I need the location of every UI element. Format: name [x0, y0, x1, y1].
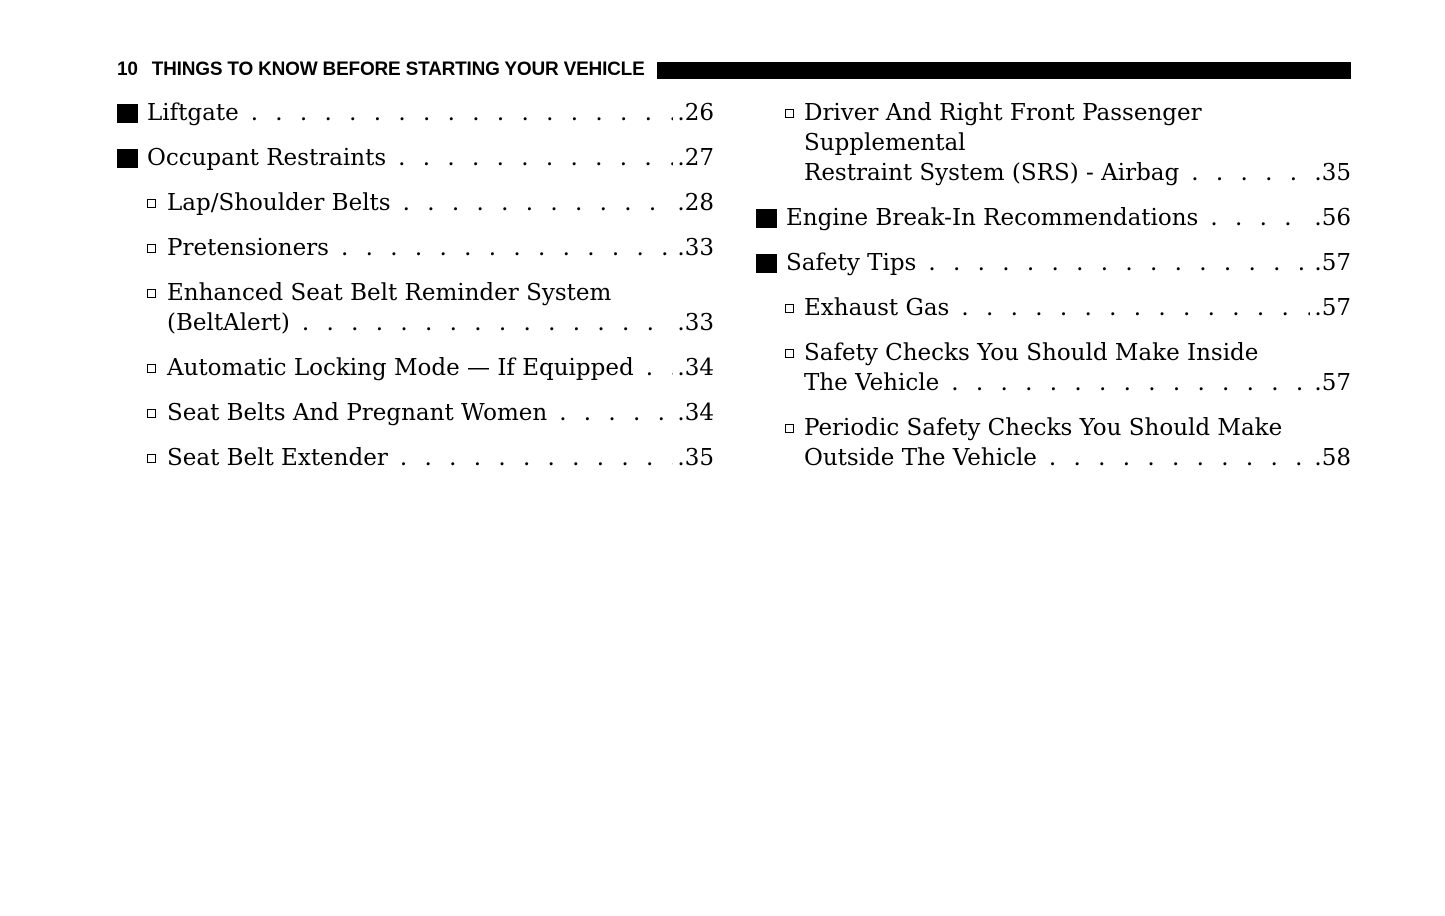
dot-leader: [1049, 443, 1311, 473]
toc-subentry[interactable]: [756, 413, 1351, 473]
page-ref[interactable]: .34: [677, 400, 714, 426]
toc-entry-title: Driver And Right Front Passenger Supplemental: [804, 100, 1202, 156]
dot-leader: [251, 98, 674, 128]
header-rule: [657, 62, 1351, 79]
dot-leader: [559, 398, 673, 428]
toc-entry-title-continued: The Vehicle: [804, 370, 940, 396]
dot-leader: [403, 188, 674, 218]
filled-square-bullet-icon: [756, 209, 777, 228]
hollow-square-bullet-icon: [147, 409, 156, 418]
dot-leader: [951, 368, 1310, 398]
toc-entry-title: Pretensioners: [167, 235, 329, 261]
toc-entry[interactable]: [117, 143, 714, 173]
toc-entry-title: Seat Belt Extender: [167, 445, 388, 471]
page-ref[interactable]: .26: [677, 100, 714, 126]
toc-entry-title: Liftgate: [147, 100, 239, 126]
page-ref[interactable]: .35: [1314, 160, 1351, 186]
filled-square-bullet-icon: [756, 254, 777, 273]
page-ref[interactable]: .27: [677, 145, 714, 171]
toc-entry-title: Periodic Safety Checks You Should Make: [804, 415, 1283, 441]
hollow-square-bullet-icon: [785, 349, 794, 358]
toc-entry-title: Engine Break-In Recommendations: [786, 205, 1199, 231]
toc-entry[interactable]: [756, 248, 1351, 278]
toc-entry-title: Safety Tips: [786, 250, 917, 276]
section-title: THINGS TO KNOW BEFORE STARTING YOUR VEHICLE: [151, 59, 645, 80]
dot-leader: [1191, 158, 1310, 188]
toc-subentry[interactable]: [117, 443, 714, 473]
dot-leader: [961, 293, 1310, 323]
toc-entry-title: Lap/Shoulder Belts: [167, 190, 391, 216]
toc-subentry[interactable]: [117, 233, 714, 263]
page-ref[interactable]: .35: [677, 445, 714, 471]
page-number: 10: [117, 59, 138, 80]
toc-entry-title: Exhaust Gas: [804, 295, 950, 321]
dot-leader: [302, 308, 674, 338]
hollow-square-bullet-icon: [147, 199, 156, 208]
dot-leader: [398, 143, 673, 173]
page-ref[interactable]: .28: [677, 190, 714, 216]
toc-entry-title: Safety Checks You Should Make Inside: [804, 340, 1259, 366]
toc-entry-title-continued: Restraint System (SRS) - Airbag: [804, 160, 1180, 186]
toc-subentry[interactable]: [117, 188, 714, 218]
toc-entry[interactable]: [117, 98, 714, 128]
toc-entry[interactable]: [756, 203, 1351, 233]
toc-subentry[interactable]: [756, 98, 1351, 188]
page-ref[interactable]: .57: [1314, 295, 1351, 321]
toc-subentry[interactable]: [756, 293, 1351, 323]
page-ref[interactable]: .57: [1314, 250, 1351, 276]
page-ref[interactable]: .33: [677, 235, 714, 261]
page-ref[interactable]: .34: [677, 355, 714, 381]
toc-entry-title: Seat Belts And Pregnant Women: [167, 400, 548, 426]
hollow-square-bullet-icon: [785, 109, 794, 118]
hollow-square-bullet-icon: [785, 424, 794, 433]
hollow-square-bullet-icon: [147, 454, 156, 463]
toc-subentry[interactable]: [756, 338, 1351, 398]
hollow-square-bullet-icon: [147, 289, 156, 298]
toc-subentry[interactable]: [117, 398, 714, 428]
toc-subentry[interactable]: [117, 278, 714, 338]
toc-entry-title: Automatic Locking Mode — If Equipped: [167, 355, 634, 381]
dot-leader: [928, 248, 1310, 278]
page-ref[interactable]: .56: [1314, 205, 1351, 231]
toc-subentry[interactable]: [117, 353, 714, 383]
page-ref[interactable]: .33: [677, 310, 714, 336]
hollow-square-bullet-icon: [147, 364, 156, 373]
page-ref[interactable]: .57: [1314, 370, 1351, 396]
toc-left-column: [117, 98, 714, 488]
hollow-square-bullet-icon: [785, 304, 794, 313]
page-header: [117, 58, 1351, 82]
dot-leader: [341, 233, 673, 263]
dot-leader: [646, 353, 674, 383]
hollow-square-bullet-icon: [147, 244, 156, 253]
page-ref[interactable]: .58: [1314, 445, 1351, 471]
toc-entry-title: Occupant Restraints: [147, 145, 387, 171]
dot-leader: [1210, 203, 1310, 233]
toc-right-column: [756, 98, 1351, 488]
toc-entry-title-continued: Outside The Vehicle: [804, 445, 1037, 471]
toc-entry-title-continued: (BeltAlert): [167, 310, 290, 336]
filled-square-bullet-icon: [117, 149, 138, 168]
dot-leader: [400, 443, 674, 473]
filled-square-bullet-icon: [117, 104, 138, 123]
toc-entry-title: Enhanced Seat Belt Reminder System: [167, 280, 612, 306]
